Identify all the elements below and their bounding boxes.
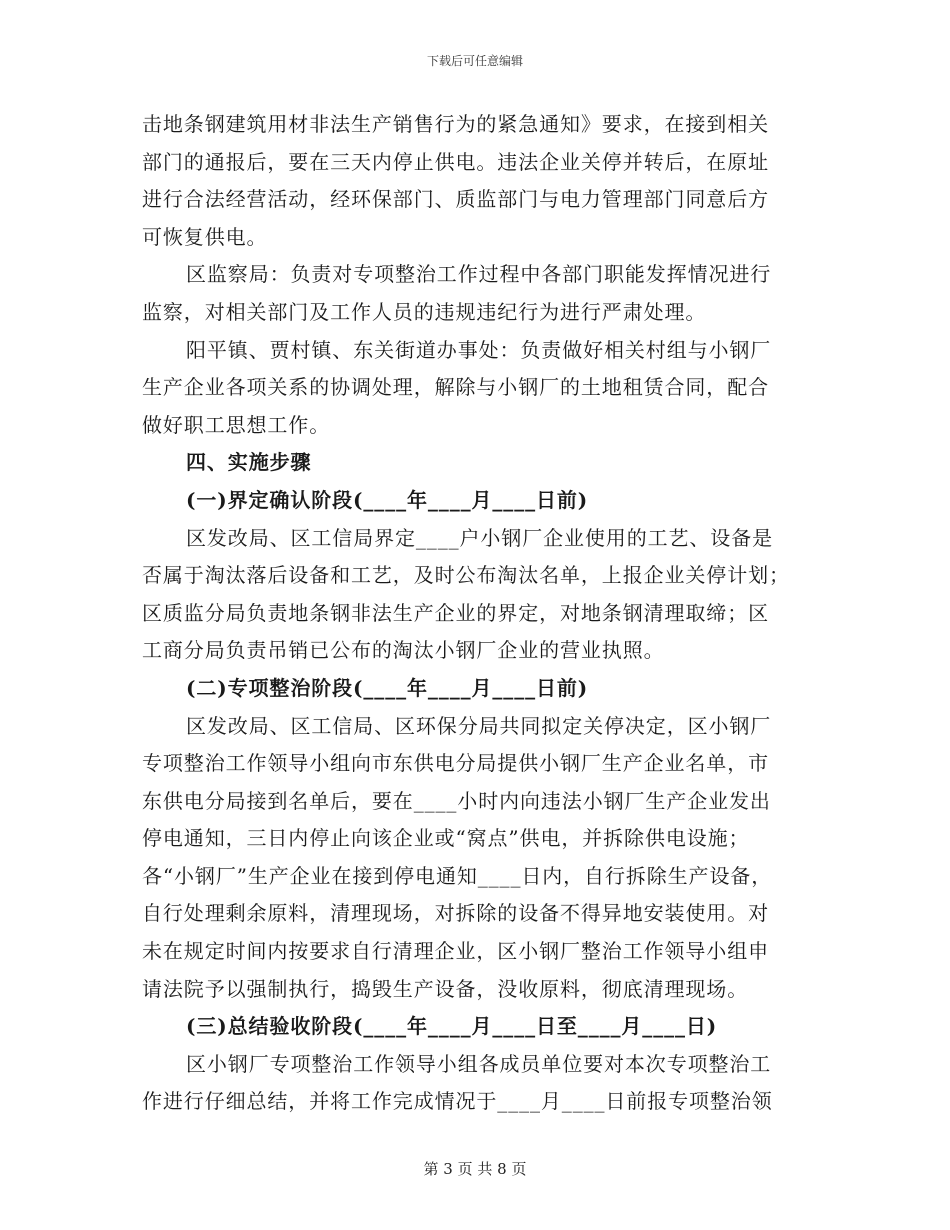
section-heading: (二)专项整治阶段(____年____月____日前): [186, 675, 589, 700]
text-line: 区小钢厂专项整治工作领导小组各成员单位要对本次专项整治工: [186, 1051, 772, 1076]
text-line: 停电通知，三日内停止向该企业或“窝点”供电，并拆除供电设施；: [142, 826, 750, 851]
text-line: 否属于淘汰落后设备和工艺，及时公布淘汰名单，上报企业关停计划；: [142, 563, 790, 588]
section-heading: (一)界定确认阶段(____年____月____日前): [186, 487, 589, 512]
text-line: 生产企业各项关系的协调处理，解除与小钢厂的土地租赁合同，配合: [142, 375, 769, 400]
text-line: 可恢复供电。: [142, 224, 268, 249]
text-line: 请法院予以强制执行，捣毁生产设备，没收原料，彻底清理现场。: [142, 976, 749, 1001]
text-line: 监察，对相关部门及工作人员的违规违纪行为进行严肃处理。: [142, 299, 707, 324]
text-line: 做好职工思想工作。: [142, 412, 331, 437]
text-line: 作进行仔细总结，并将工作完成情况于____月____日前报专项整治领: [142, 1089, 773, 1114]
document-body: [142, 106, 808, 1121]
text-line: 进行合法经营活动，经环保部门、质监部门与电力管理部门同意后方: [142, 187, 769, 212]
text-line: 区发改局、区工信局、区环保分局共同拟定关停决定，区小钢厂: [186, 713, 772, 738]
text-line: 击地条钢建筑用材非法生产销售行为的紧急通知》要求，在接到相关: [142, 112, 769, 136]
section-heading: 四、实施步骤: [186, 450, 312, 475]
page-header: 下载后可任意编辑: [426, 54, 523, 68]
page-footer: 第 3 页 共 8 页: [423, 1160, 527, 1178]
text-line: 区监察局：负责对专项整治工作过程中各部门职能发挥情况进行: [186, 262, 772, 287]
text-line: 自行处理剩余原料，清理现场，对拆除的设备不得异地安装使用。对: [142, 901, 769, 926]
text-line: 区发改局、区工信局界定____户小钢厂企业使用的工艺、设备是: [186, 525, 773, 550]
text-line: 区质监分局负责地条钢非法生产企业的界定，对地条钢清理取缔；区: [142, 600, 769, 625]
text-line: 工商分局负责吊销已公布的淘汰小钢厂企业的营业执照。: [142, 638, 665, 663]
section-heading: (三)总结验收阶段(____年____月____日至____月____日): [186, 1014, 718, 1039]
text-line: 各“小钢厂”生产企业在接到停电通知____日内，自行拆除生产设备，: [142, 863, 773, 888]
text-line: 阳平镇、贾村镇、东关街道办事处：负责做好相关村组与小钢厂: [186, 337, 772, 362]
text-line: 东供电分局接到名单后，要在____小时内向违法小钢厂生产企业发出: [142, 788, 771, 813]
text-line: 未在规定时间内按要求自行清理企业，区小钢厂整治工作领导小组申: [142, 939, 769, 964]
text-line: 专项整治工作领导小组向市东供电分局提供小钢厂生产企业名单，市: [142, 751, 769, 776]
text-line: 部门的通报后，要在三天内停止供电。违法企业关停并转后，在原址: [142, 149, 769, 174]
